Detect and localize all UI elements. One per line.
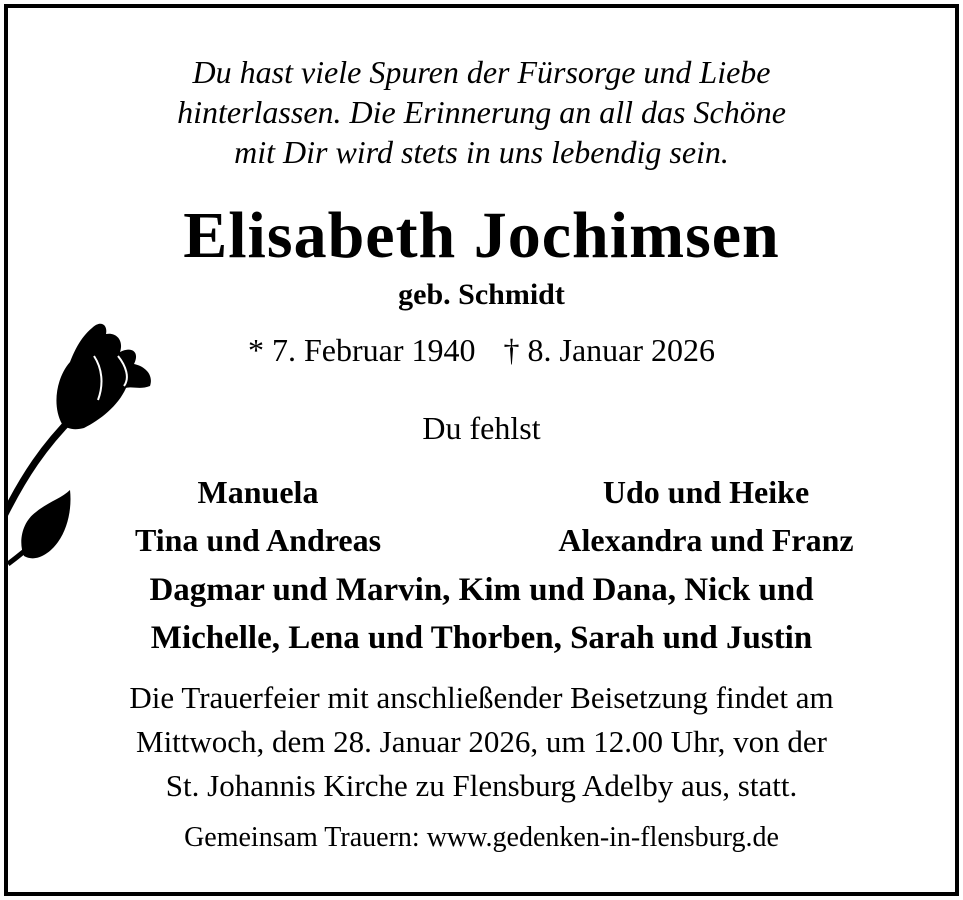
farewell-text: Du fehlst [422, 410, 541, 446]
service-line-2: Mittwoch, dem 28. Januar 2026, um 12.00 Uhr, von der [136, 724, 827, 759]
quote-line-2: hinterlassen. Die Erinnerung an all das Schöne [177, 94, 786, 130]
birth-date: * 7. Februar 1940 [247, 332, 476, 368]
mourner-name: Manuela [197, 474, 319, 510]
service-line-3: St. Johannis Kirche zu Flensburg Adelby aus, statt. [165, 768, 798, 803]
mourner-name: Tina und Andreas [134, 522, 382, 558]
grandchildren-line-1: Dagmar und Marvin, Kim und Dana, Nick und [149, 572, 814, 608]
maiden-name: geb. Schmidt [398, 278, 565, 311]
death-date: † 8. Januar 2026 [503, 332, 716, 368]
mourner-name: Alexandra und Franz [558, 522, 854, 558]
contact-line: Gemeinsam Trauern: www.gedenken-in-flensburg.de [184, 822, 779, 853]
life-dates [8, 330, 955, 370]
deceased-name: Elisabeth Jochimsen [183, 199, 780, 272]
obituary-notice [4, 4, 959, 896]
mourner-name: Udo und Heike [602, 474, 810, 510]
quote-line-1: Du hast viele Spuren der Fürsorge und Liebe [192, 54, 771, 90]
mourners-right [496, 468, 916, 564]
service-line-1: Die Trauerfeier mit anschließender Beisetzung findet am [129, 680, 834, 715]
mourners-left [48, 468, 468, 564]
quote-line-3: mit Dir wird stets in uns lebendig sein. [234, 134, 729, 170]
grandchildren-line-2: Michelle, Lena und Thorben, Sarah und Justin [150, 620, 813, 656]
